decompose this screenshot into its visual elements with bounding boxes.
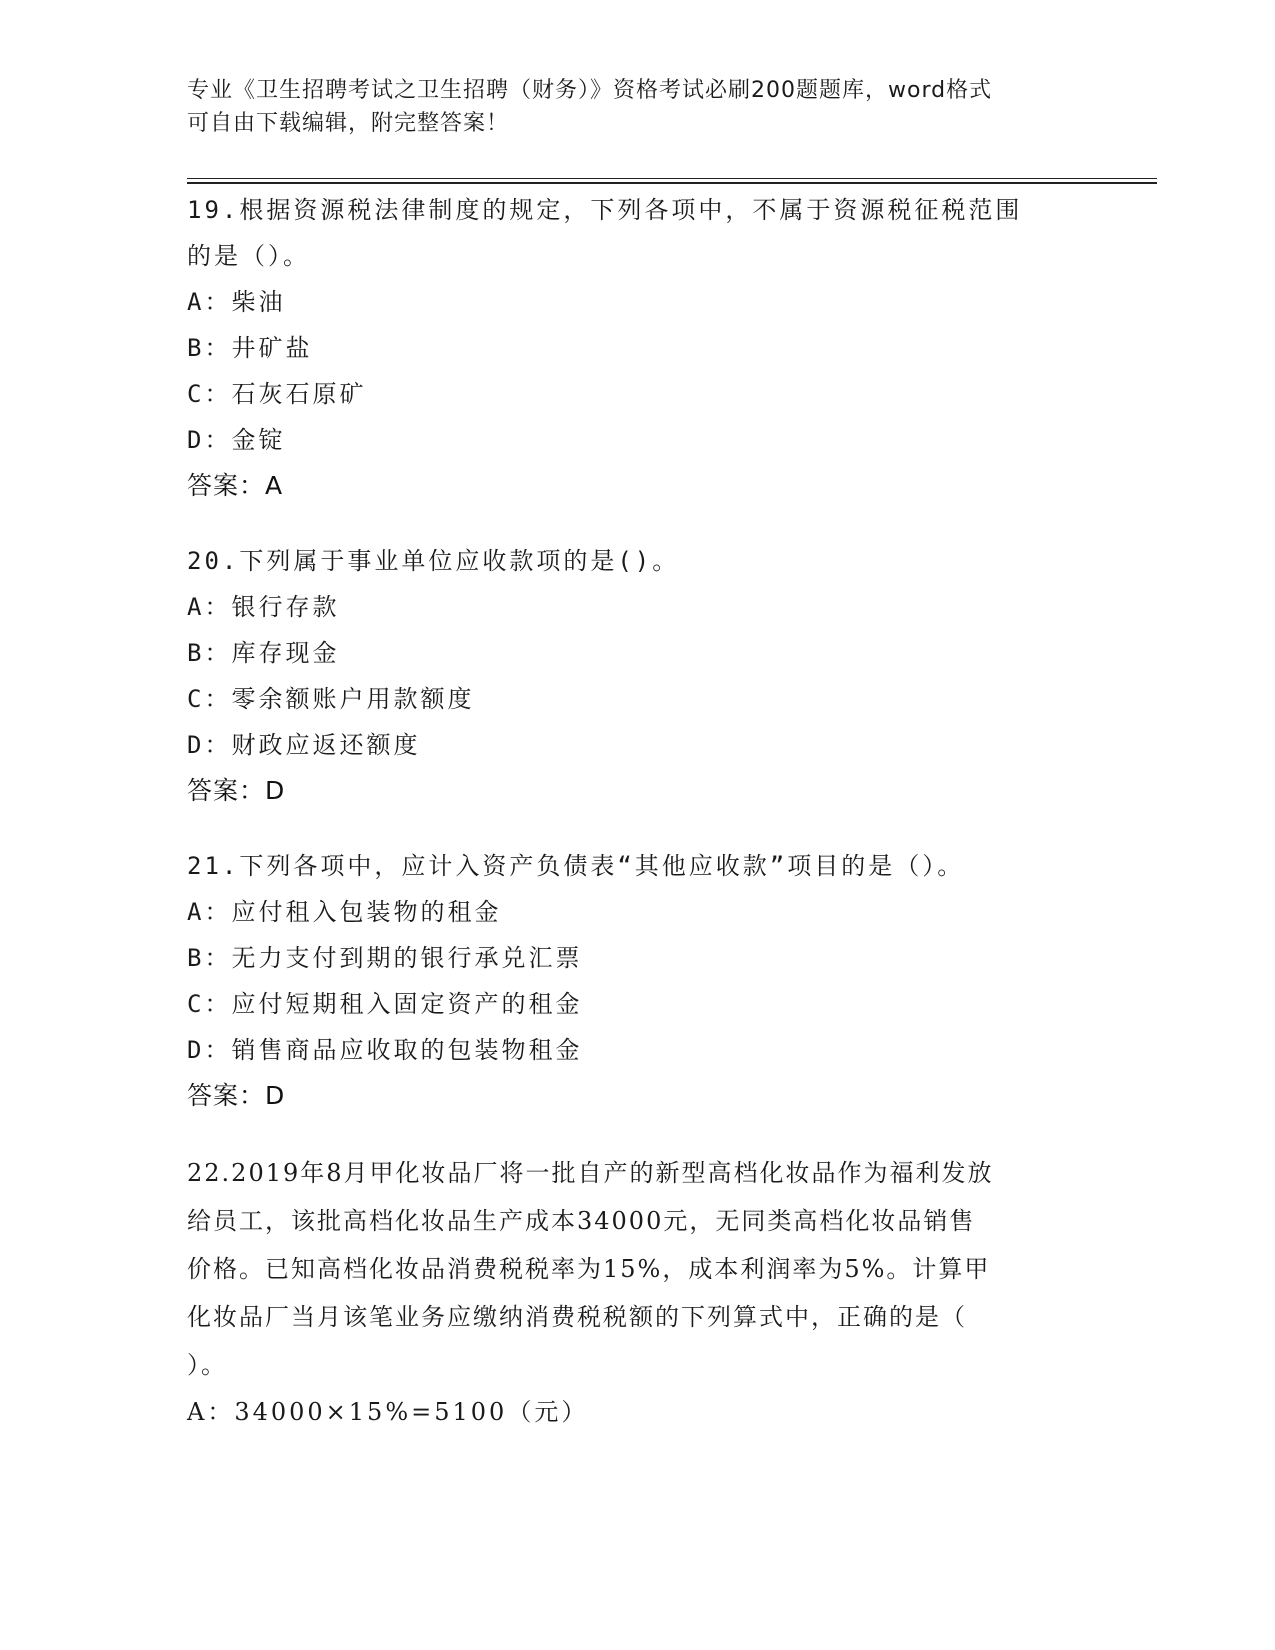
option-a: A：银行存款 <box>187 593 340 621</box>
header-line-2: 可自由下载编辑，附完整答案！ <box>187 111 510 136</box>
option-c: C：应付短期租入固定资产的租金 <box>187 990 583 1018</box>
document-header <box>187 74 1087 140</box>
question-stem-line: 20.下列属于事业单位应收款项的是()。 <box>187 547 680 575</box>
question-stem-line: ）。 <box>187 1351 227 1379</box>
option-a: A：34000×15%=5100（元） <box>187 1398 589 1426</box>
header-divider-thin <box>187 178 1157 179</box>
option-a: A：柴油 <box>187 288 286 316</box>
question-stem-line: 19.根据资源税法律制度的规定，下列各项中，不属于资源税征税范围 <box>187 196 1023 224</box>
answer-label: 答案：D <box>187 776 286 805</box>
question-stem-line: 21.下列各项中，应计入资产负债表“其他应收款”项目的是（）。 <box>187 852 965 880</box>
answer-label: 答案：D <box>187 1081 286 1110</box>
answer-label: 答案：A <box>187 471 284 500</box>
header-divider-thick <box>187 182 1157 184</box>
option-d: D：金锭 <box>187 426 286 454</box>
option-b: B：库存现金 <box>187 639 340 667</box>
question-stem-line: 的是（）。 <box>187 242 310 270</box>
question-19 <box>187 187 1087 509</box>
option-d: D：销售商品应收取的包装物租金 <box>187 1036 583 1064</box>
question-stem-line: 给员工，该批高档化妆品生产成本34000元，无同类高档化妆品销售 <box>187 1207 976 1235</box>
header-line-1: 专业《卫生招聘考试之卫生招聘（财务）》资格考试必刷200题题库，word格式 <box>187 78 993 103</box>
option-c: C：零余额账户用款额度 <box>187 685 475 713</box>
question-21 <box>187 843 1087 1119</box>
option-b: B：无力支付到期的银行承兑汇票 <box>187 944 583 972</box>
option-d: D：财政应返还额度 <box>187 731 421 759</box>
question-20 <box>187 538 1087 814</box>
question-22 <box>187 1149 1087 1435</box>
option-b: B：井矿盐 <box>187 334 313 362</box>
option-a: A：应付租入包装物的租金 <box>187 898 502 926</box>
question-stem-line: 22.2019年8月甲化妆品厂将一批自产的新型高档化妆品作为福利发放 <box>187 1159 994 1187</box>
question-stem-line: 化妆品厂当月该笔业务应缴纳消费税税额的下列算式中，正确的是（ <box>187 1303 967 1331</box>
question-stem-line: 价格。已知高档化妆品消费税税率为15%，成本利润率为5%。计算甲 <box>187 1255 991 1283</box>
option-c: C：石灰石原矿 <box>187 380 367 408</box>
